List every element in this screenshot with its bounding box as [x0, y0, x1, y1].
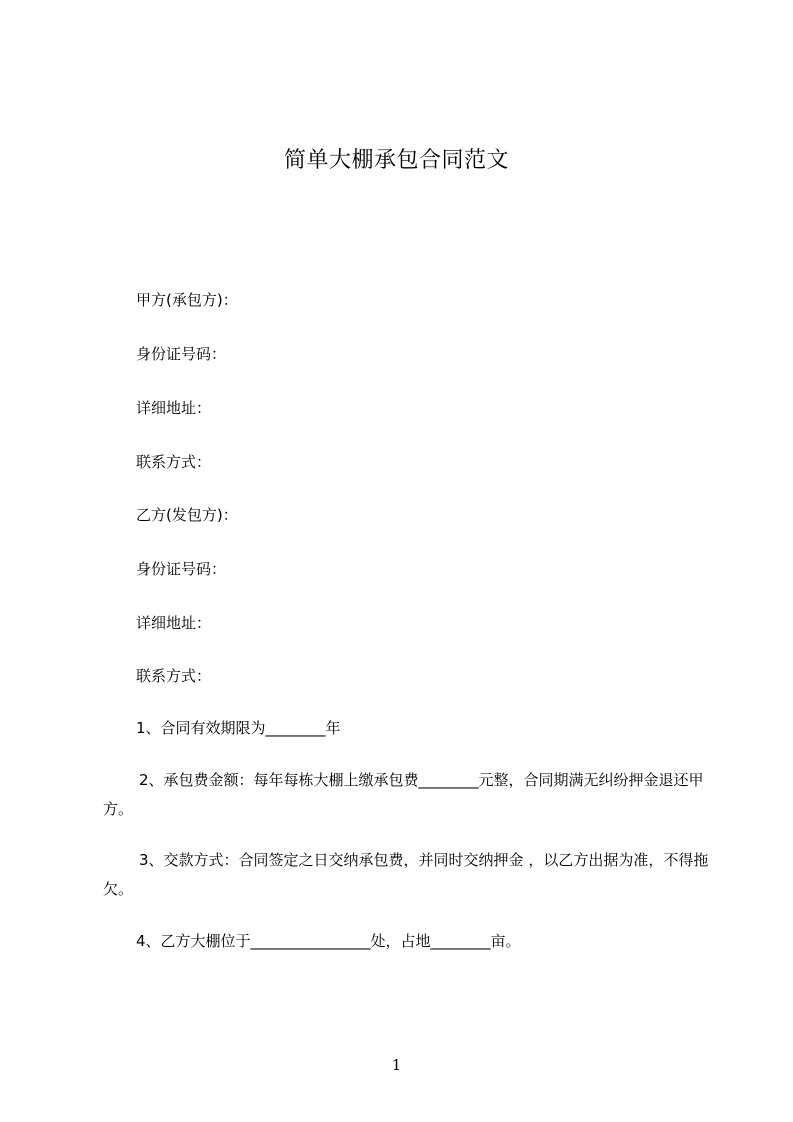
party-a-id-label: 身份证号码： [136, 345, 227, 363]
clause-1: 1、合同有效期限为________年 [136, 719, 341, 737]
party-b-address-label: 详细地址： [136, 614, 212, 632]
document-title: 简单大棚承包合同范文 [283, 148, 509, 173]
party-b-name-label: 乙方(发包方)： [136, 506, 238, 524]
clause-4: 4、乙方大棚位于________________处，占地________亩。 [136, 932, 521, 950]
party-a-name-label: 甲方(承包方)： [136, 291, 238, 309]
party-a-address-label: 详细地址： [136, 399, 212, 417]
party-a-contact-label: 联系方式： [136, 453, 212, 471]
party-b-contact-label: 联系方式： [136, 667, 212, 685]
clause-2: 2、承包费金额：每年每栋大棚上缴承包费________元整，合同期满无纠纷押金退还甲方。 [103, 771, 704, 818]
clause-3: 3、交款方式：合同签定之日交纳承包费，并同时交纳押金 ，以乙方出据为准，不得拖欠。 [103, 851, 709, 898]
page-number: 1 [391, 1056, 402, 1074]
party-b-id-label: 身份证号码： [136, 560, 227, 578]
